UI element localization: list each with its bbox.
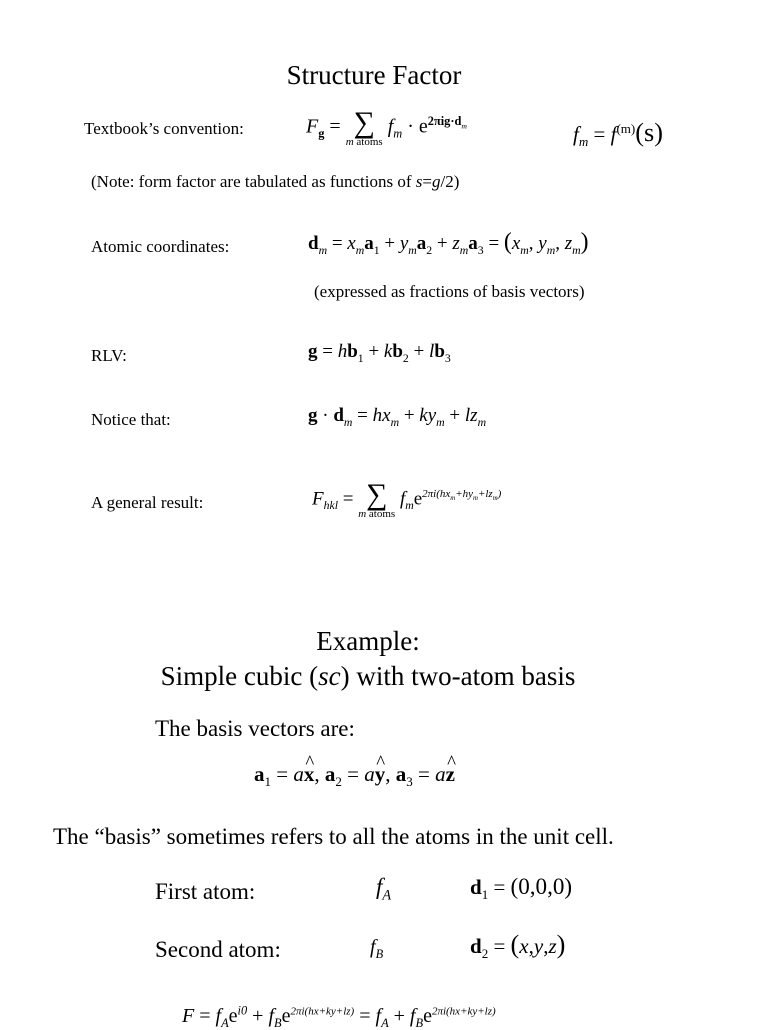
basis-vectors-equation: $a_1$ = a^ x, $a_2$ = a^ y, $a_3$ = a^ z bbox=[254, 762, 455, 787]
first-atom-position: $d_1 = (0,0,0)$ bbox=[470, 873, 573, 903]
second-atom-form-factor: $f_B$ bbox=[370, 936, 384, 961]
notice-equation: $g \cdot d_m = hx_m + ky_m + lz_m$ bbox=[308, 405, 487, 429]
structure-factor-result-equation: $F = f_Ae^{i0} + f_Be^{2\pi i(hx+ky+lz)} = f_A + f_Be^{2\pi i(hx+ky+lz)}$ bbox=[182, 1003, 496, 1030]
second-atom-label: Second atom: bbox=[155, 937, 281, 962]
rlv-label: RLV: bbox=[91, 346, 127, 365]
example-heading: Example: bbox=[316, 626, 420, 656]
convention-label: Textbook’s convention: bbox=[84, 119, 244, 138]
rlv-equation: $g = hb_1 + kb_2 + lb_3$ bbox=[308, 341, 451, 365]
summation-symbol: ∑ m atoms bbox=[345, 106, 383, 148]
general-result-equation: $F_{hkl}$ = ∑ m atoms $f_me^{2\pi i(hx_m+hy_m+lz_m)}$ bbox=[312, 478, 502, 520]
convention-equation: $F_g$ = ∑ m atoms $f_m \cdot e^{2\pi ig\cdot d_m}$ bbox=[306, 106, 467, 148]
form-factor-note: (Note: form factor are tabulated as functions of s=g/2) bbox=[91, 172, 460, 191]
summation-symbol-general: ∑ m atoms bbox=[358, 478, 396, 520]
second-atom-position: $d_2 = (x,y,z)$ bbox=[470, 930, 566, 962]
notice-label: Notice that: bbox=[91, 410, 171, 429]
form-factor-equation: $f_m = f^{(m)}(s)$ bbox=[573, 118, 663, 150]
fractions-note: (expressed as fractions of basis vectors) bbox=[314, 282, 585, 301]
general-result-label: A general result: bbox=[91, 493, 204, 512]
first-atom-form-factor: $f_A$ bbox=[376, 874, 392, 904]
basis-intro: The basis vectors are: bbox=[155, 716, 355, 741]
basis-definition-note: The “basis” sometimes refers to all the atoms in the unit cell. bbox=[53, 824, 614, 849]
first-atom-label: First atom: bbox=[155, 879, 256, 904]
atomic-coordinates-label: Atomic coordinates: bbox=[91, 237, 230, 256]
page-title: Structure Factor bbox=[286, 60, 462, 90]
example-subheading: Simple cubic (sc) with two-atom basis bbox=[160, 661, 576, 691]
atomic-coordinates-equation: $d_m = x_ma_1 + y_ma_2 + z_ma_3 = (x_m$, $y_m$, $z_m$) bbox=[308, 229, 589, 257]
